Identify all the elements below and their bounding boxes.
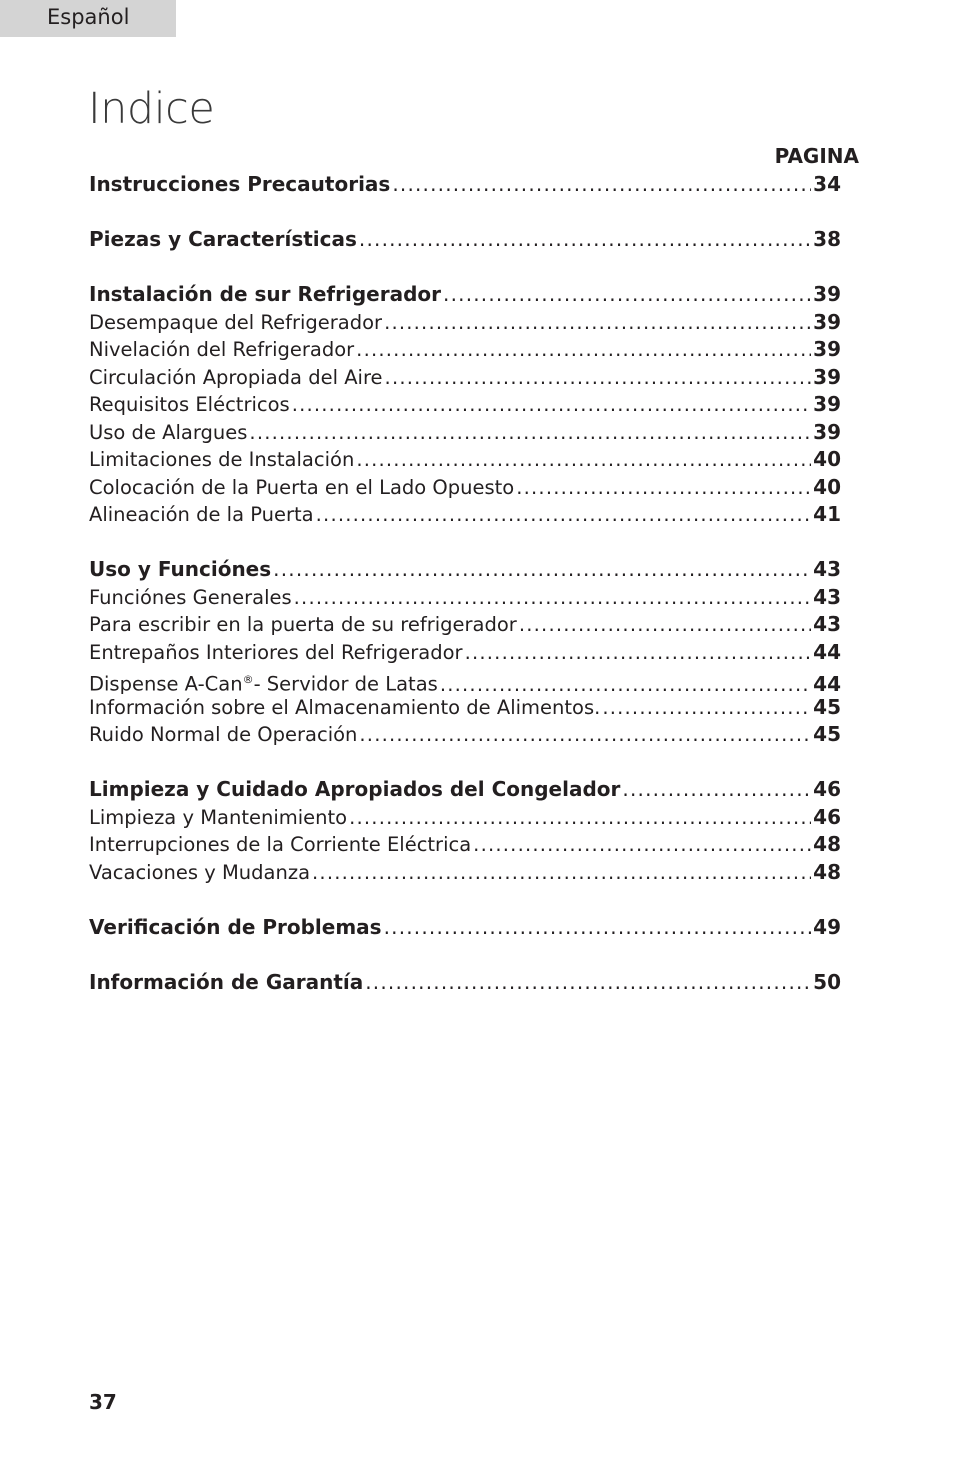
toc-section bbox=[89, 914, 841, 942]
toc-entry[interactable] bbox=[89, 474, 841, 502]
entry-label: Alineación de la Puerta bbox=[89, 503, 314, 526]
table-of-contents bbox=[89, 171, 841, 1024]
toc-section bbox=[89, 556, 841, 749]
toc-entry[interactable] bbox=[89, 611, 841, 639]
entry-label: Dispense A-Can®- Servidor de Latas bbox=[89, 672, 438, 694]
entry-label: Uso y Funciónes bbox=[89, 557, 272, 581]
entry-page-number: 43 bbox=[813, 557, 841, 581]
entry-page-number: 46 bbox=[813, 804, 841, 829]
toc-entry[interactable] bbox=[89, 859, 841, 887]
toc-entry[interactable] bbox=[89, 639, 841, 667]
toc-entry[interactable] bbox=[89, 666, 841, 694]
entry-label: Limpieza y Mantenimiento bbox=[89, 805, 348, 829]
toc-section-entry[interactable] bbox=[89, 281, 841, 309]
dot-leader bbox=[602, 694, 811, 722]
page-title: Indice bbox=[88, 84, 215, 134]
toc-entry[interactable] bbox=[89, 446, 841, 474]
entry-label: Desempaque del Refrigerador bbox=[89, 310, 383, 334]
entry-page-number: 39 bbox=[813, 392, 841, 416]
dot-leader bbox=[465, 639, 812, 667]
toc-entry[interactable] bbox=[89, 336, 841, 364]
dot-leader bbox=[516, 474, 811, 502]
entry-label: Limitaciones de Instalación bbox=[89, 448, 355, 471]
entry-page-number: 39 bbox=[813, 309, 841, 334]
entry-page-number: 38 bbox=[813, 227, 841, 251]
dot-leader bbox=[292, 391, 811, 419]
toc-section bbox=[89, 171, 841, 199]
toc-entry[interactable] bbox=[89, 721, 841, 749]
entry-page-number: 46 bbox=[813, 777, 841, 801]
entry-page-number: 39 bbox=[813, 337, 841, 361]
entry-label: Instrucciones Precautorias bbox=[89, 172, 391, 196]
dot-leader bbox=[359, 721, 811, 749]
dot-leader bbox=[440, 671, 811, 694]
toc-entry[interactable] bbox=[89, 831, 841, 859]
toc-section-entry[interactable] bbox=[89, 914, 841, 942]
dot-leader bbox=[473, 831, 811, 859]
dot-leader bbox=[365, 969, 811, 997]
entry-page-number: 43 bbox=[813, 584, 841, 609]
entry-page-number: 43 bbox=[813, 612, 841, 636]
entry-label: Colocación de la Puerta en el Lado Opuesto bbox=[89, 475, 515, 499]
entry-page-number: 44 bbox=[813, 671, 841, 694]
entry-label: Uso de Alargues bbox=[89, 420, 248, 444]
toc-entry[interactable] bbox=[89, 694, 841, 722]
entry-label: Verificación de Problemas bbox=[89, 914, 382, 939]
dot-leader bbox=[384, 914, 812, 942]
toc-section bbox=[89, 776, 841, 886]
dot-leader bbox=[392, 171, 811, 199]
language-tab bbox=[0, 0, 176, 37]
entry-page-number: 50 bbox=[813, 969, 841, 994]
entry-label: Nivelación del Refrigerador bbox=[89, 338, 355, 361]
entry-label: Circulación Apropiada del Aire bbox=[89, 365, 383, 389]
toc-section-entry[interactable] bbox=[89, 969, 841, 997]
dot-leader bbox=[294, 584, 812, 612]
toc-entry[interactable] bbox=[89, 419, 841, 447]
toc-entry[interactable] bbox=[89, 391, 841, 419]
toc-section-entry[interactable] bbox=[89, 226, 841, 254]
entry-page-number: 45 bbox=[813, 722, 841, 746]
toc-entry[interactable] bbox=[89, 364, 841, 392]
dot-leader bbox=[316, 501, 812, 529]
dot-leader bbox=[356, 446, 811, 474]
entry-page-number: 39 bbox=[813, 364, 841, 389]
entry-page-number: 40 bbox=[813, 474, 841, 499]
entry-page-number: 48 bbox=[813, 832, 841, 856]
page-number: 37 bbox=[89, 1390, 117, 1414]
entry-label: Instalación de sur Refrigerador bbox=[89, 282, 442, 306]
dot-leader bbox=[622, 776, 811, 804]
entry-label: Información de Garantía bbox=[89, 969, 364, 994]
dot-leader bbox=[312, 859, 811, 887]
entry-label: Para escribir en la puerta de su refrigerador bbox=[89, 613, 517, 636]
toc-section bbox=[89, 226, 841, 254]
language-label: Español bbox=[47, 5, 130, 29]
dot-leader bbox=[249, 419, 811, 447]
dot-leader bbox=[273, 556, 811, 584]
dot-leader bbox=[384, 309, 811, 337]
toc-entry[interactable] bbox=[89, 804, 841, 832]
entry-page-number: 41 bbox=[813, 502, 841, 526]
entry-page-number: 39 bbox=[813, 419, 841, 444]
entry-page-number: 45 bbox=[813, 694, 841, 719]
toc-section-entry[interactable] bbox=[89, 171, 841, 199]
toc-entry[interactable] bbox=[89, 501, 841, 529]
entry-page-number: 48 bbox=[813, 859, 841, 884]
entry-label: Piezas y Características bbox=[89, 227, 357, 251]
toc-entry[interactable] bbox=[89, 584, 841, 612]
entry-page-number: 39 bbox=[813, 282, 841, 306]
entry-label: Limpieza y Cuidado Apropiados del Congelador bbox=[89, 777, 621, 801]
entry-page-number: 40 bbox=[813, 447, 841, 471]
toc-entry[interactable] bbox=[89, 309, 841, 337]
toc-section bbox=[89, 969, 841, 997]
entry-label: Ruido Normal de Operación bbox=[89, 723, 358, 746]
toc-section-entry[interactable] bbox=[89, 556, 841, 584]
dot-leader bbox=[443, 281, 811, 309]
entry-label: Información sobre el Almacenamiento de Alimentos. bbox=[89, 695, 601, 719]
entry-label: Funciónes Generales bbox=[89, 585, 292, 609]
dot-leader bbox=[356, 336, 811, 364]
entry-label: Requisitos Eléctricos bbox=[89, 393, 290, 416]
dot-leader bbox=[519, 611, 811, 639]
entry-page-number: 34 bbox=[813, 172, 841, 196]
entry-label: Entrepaños Interiores del Refrigerador bbox=[89, 640, 463, 664]
toc-section bbox=[89, 281, 841, 529]
page-column-label: PAGINA bbox=[774, 144, 859, 168]
dot-leader bbox=[385, 364, 812, 392]
toc-section-entry[interactable] bbox=[89, 776, 841, 804]
entry-label: Interrupciones de la Corriente Eléctrica bbox=[89, 833, 472, 856]
entry-label: Vacaciones y Mudanza bbox=[89, 860, 311, 884]
dot-leader bbox=[349, 804, 811, 832]
entry-page-number: 44 bbox=[813, 639, 841, 664]
dot-leader bbox=[359, 226, 811, 254]
entry-page-number: 49 bbox=[813, 914, 841, 939]
